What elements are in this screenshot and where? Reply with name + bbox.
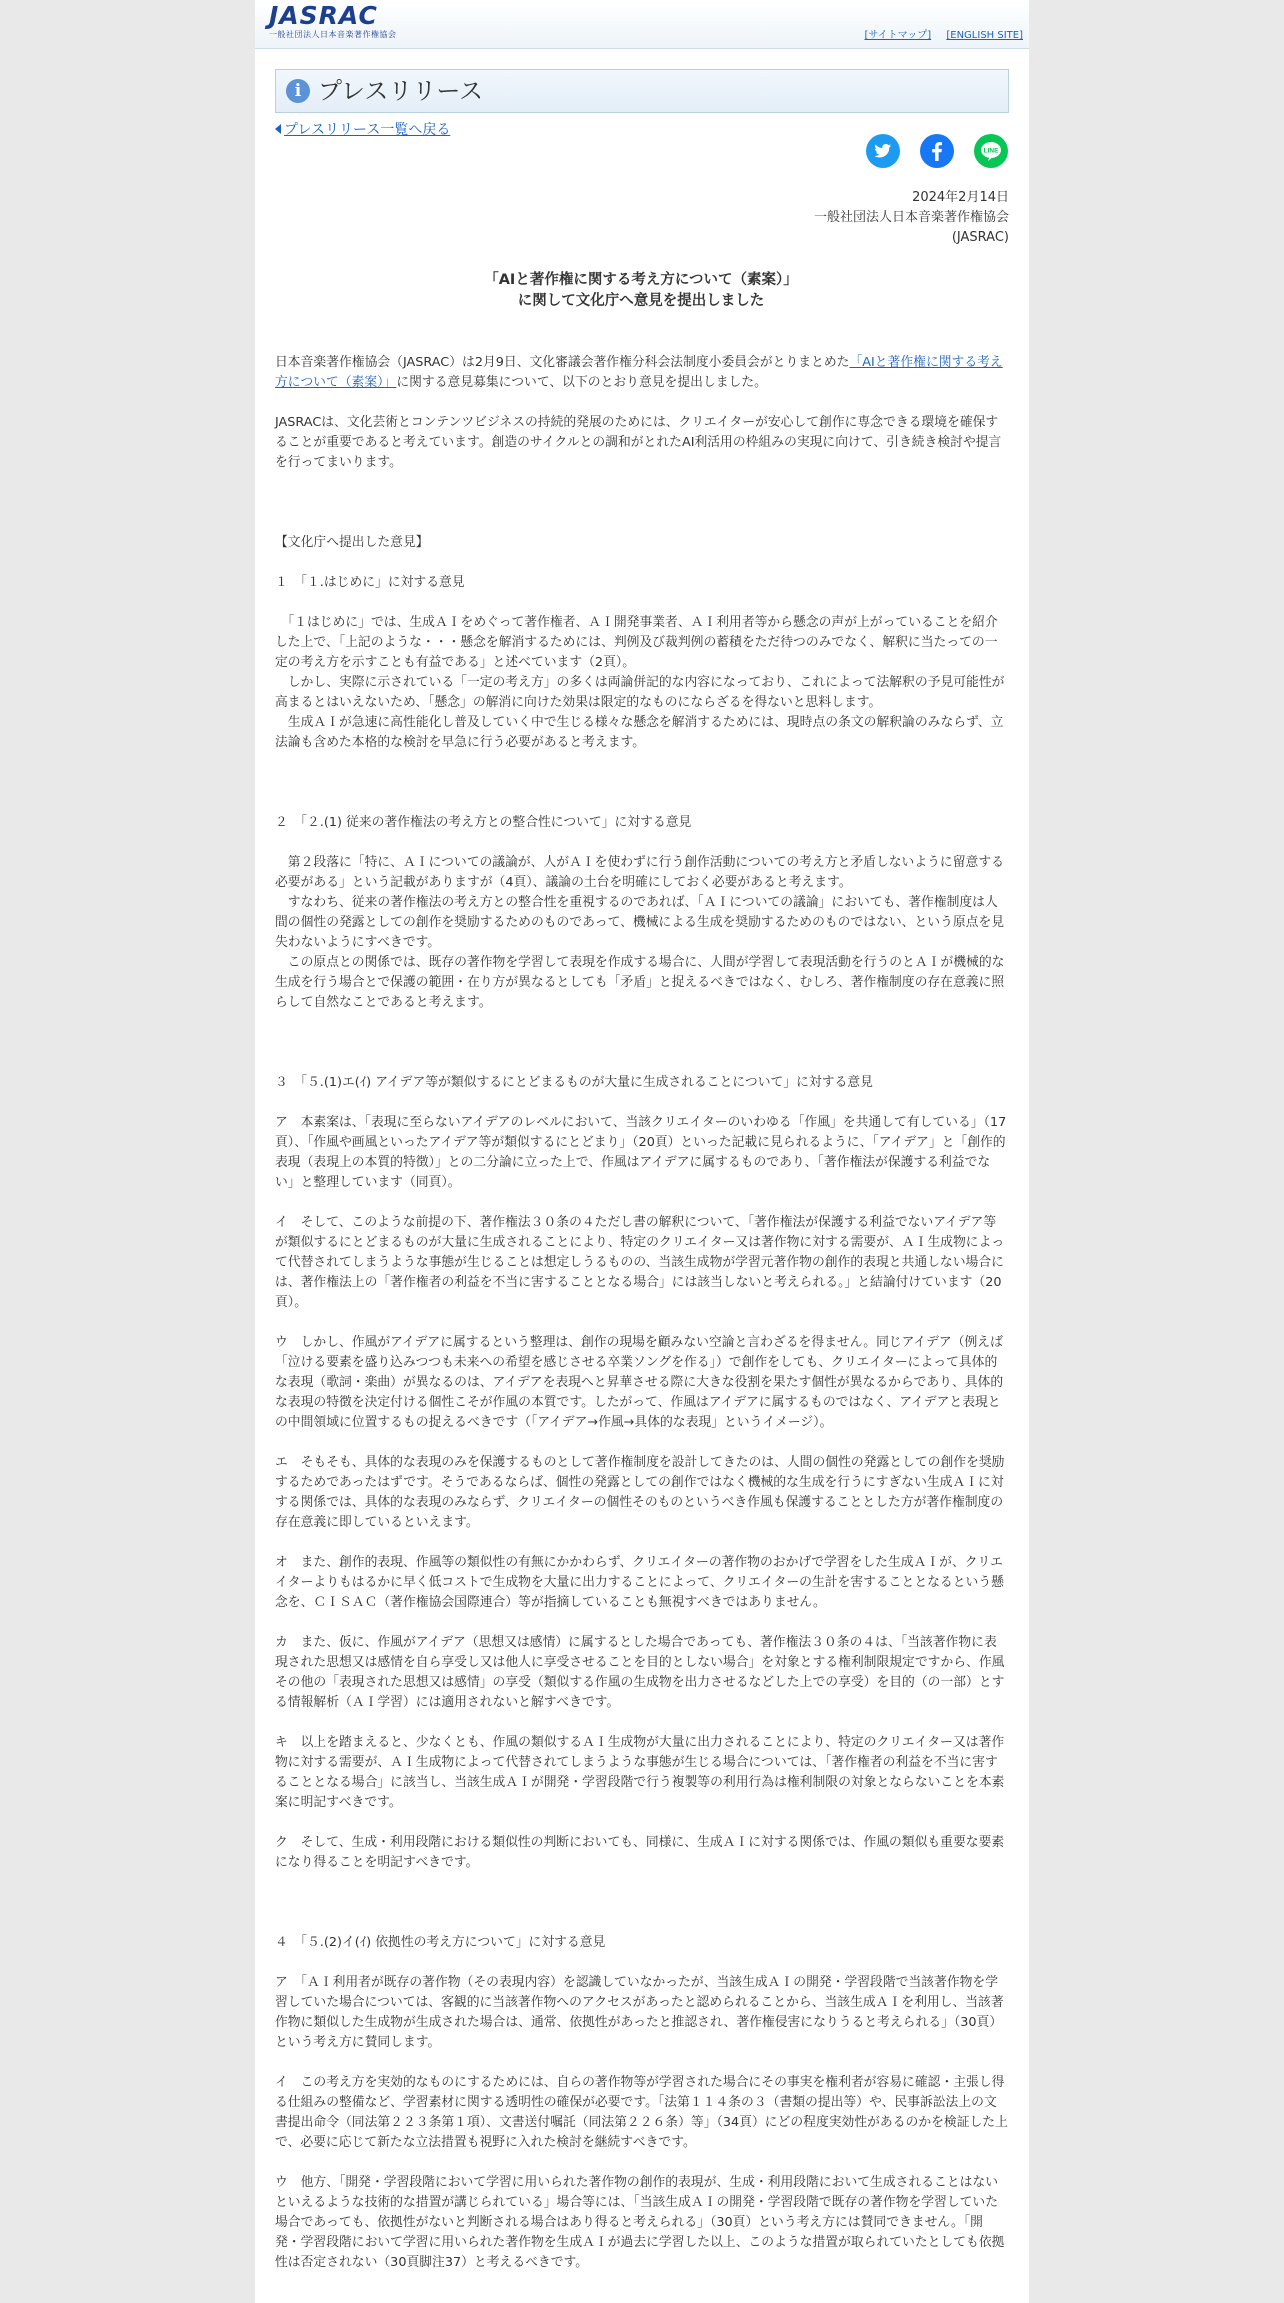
- stance-paragraph: JASRACは、文化芸術とコンテンツビジネスの持続的発展のためには、クリエイターが安心して創作に専念できる環境を確保することが重要であると考えています。創造のサイクルとの調和がとれたAI利活用の枠組みの実現に向けて、引き続き検討や提言を行ってまいります。: [275, 415, 1002, 470]
- header-links: [852, 26, 1023, 41]
- headline-line-1: 「AIと著作権に関する考え方について（素案）」: [484, 272, 798, 288]
- opinion-title: 【文化庁へ提出した意見】: [275, 535, 429, 550]
- release-headline: [275, 270, 1007, 312]
- logo-subtitle: 一般社団法人日本音楽著作権協会: [269, 30, 397, 39]
- headline-line-2: に関して文化庁へ意見を提出しました: [517, 293, 765, 309]
- release-body: [275, 353, 1008, 2273]
- section-3-item: イ そして、このような前提の下、著作権法３０条の４ただし書の解釈について、「著作権法が保護する利益でないアイデア等が類似するにとどまるものが大量に生成されることにより、特定のクリエイター又は著作物に対する需要が、ＡＩ生成物によって代替されてしまうような事態が生じることは想定しうるものの、当該生成物が学習元著作物の創作的表現と共通しない場合には、著作権法上の「著作権者の利益を不当に害することとなる場合」には該当しないと考えられる。」と結論付けています（20頁）。: [275, 1215, 1005, 1310]
- section-1-para: 生成ＡＩが急速に高性能化し普及していく中で生じる様々な懸念を解消するためには、現時点の条文の解釈論のみならず、立法論も含めた本格的な検討を早急に行う必要があると考えます。: [275, 715, 1004, 750]
- release-date: 2024年2月14日: [912, 190, 1009, 205]
- section-3-item: ウ しかし、作風がアイデアに属するという整理は、創作の現場を顧みない空論と言わざるを得ません。同じアイデア（例えば「泣ける要素を盛り込みつつも未来への希望を感じさせる卒業ソングを作る」）で創作をしても、クリエイターによって具体的な表現（歌詞・楽曲）が異なるのは、アイデアを表現へと昇華させる際に大きな役割を果たす個性が異なるからであり、具体的な表現の特徴を決定付ける個性こそが作風の本質です。したがって、作風はアイデアに属するものではなく、アイデアと表現との中間領域に位置するもの捉えるべきです（「アイデア→作風→具体的な表現」というイメージ）。: [275, 1335, 1004, 1430]
- site-header: [255, 0, 1029, 49]
- section-3-item: キ 以上を踏まえると、少なくとも、作風の類似するＡＩ生成物が大量に出力されることにより、特定のクリエイター又は著作物に対する需要が、ＡＩ生成物によって代替されてしまうような事態が生じる場合については、「著作権者の利益を不当に害することとなる場合」に該当し、当該生成ＡＩが開発・学習段階で行う複製等の利用行為は権利制限の対象とならないことを本素案に明記すべきです。: [275, 1735, 1005, 1810]
- section-2-para: 第２段落に「特に、ＡＩについての議論が、人がＡＩを使わずに行う創作活動についての考え方と矛盾しないように留意する必要がある」という記載がありますが（4頁）、議論の土台を明確にしておく必要があると考えます。: [275, 855, 1004, 890]
- section-3-item: ア 本素案は、「表現に至らないアイデアのレベルにおいて、当該クリエイターのいわゆる「作風」を共通して有している」（17頁）、「作風や画風といったアイデア等が類似するにとどまり」（20頁）といった記載に見られるように、「アイデア」と「創作的表現（表現上の本質的特徴）」との二分論に立った上で、作風はアイデアに属するものであり、「著作権法が保護する利益でない」と整理しています（同頁）。: [275, 1115, 1007, 1190]
- facebook-icon[interactable]: [920, 134, 954, 168]
- section-4-item: ウ 他方、「開発・学習段階において学習に用いられた著作物の創作的表現が、生成・利用段階において生成されることはないといえるような技術的な措置が講じられている」場合等には、「当該生成ＡＩの開発・学習段階で既存の著作物を学習していた場合であっても、依拠性がないと判断される場合はあり得ると考えられる」（30頁）という考え方には賛同できません。「開発・学習段階において学習に用いられた著作物を生成ＡＩが過去に学習した以上、このような措置が取られていたとしても依拠性は否定されない（30頁脚注37）と考えるべきです。: [275, 2175, 1005, 2270]
- section-4-heading: ４ 「５.(2)イ(ｲ) 依拠性の考え方について」に対する意見: [275, 1935, 606, 1950]
- section-1-para: しかし、実際に示されている「一定の考え方」の多くは両論併記的な内容になっており、これによって法解釈の予見可能性が高まるとはいえないため、「懸念」の解消に向けた効果は限定的なものにならざるを得ないと思料します。: [275, 675, 1005, 710]
- release-org-abbr: (JASRAC): [951, 230, 1009, 245]
- section-4-item: イ この考え方を実効的なものにするためには、自らの著作物等が学習された場合にその事実を権利者が容易に確認・主張し得る仕組みの整備など、学習素材に関する透明性の確保が必要です。「法第１１４条の３（書類の提出等）や、民事訴訟法上の文書提出命令（同法第２２３条第１項）、文書送付嘱託（同法第２２６条）等」（34頁）にどの程度実効性があるのかを検証した上で、必要に応じて新たな立法措置も視野に入れた検討を継続すべきです。: [275, 2075, 1008, 2150]
- sitemap-link[interactable]: [サイトマップ]: [864, 30, 932, 41]
- english-site-link[interactable]: [ENGLISH SITE]: [946, 30, 1023, 41]
- page-title: プレスリリース: [318, 77, 484, 105]
- release-org: 一般社団法人日本音楽著作権協会: [813, 210, 1009, 225]
- section-2-para: この原点との関係では、既存の著作物を学習して表現を作成する場合に、人間が学習して表現活動を行うのとＡＩが機械的な生成を行う場合とで保護の範囲・在り方が異なるとしても「矛盾」と捉えるべきではなく、むしろ、著作権制度の存在意義に照らして自然なことであると考えます。: [275, 955, 1005, 1010]
- page-title-bar: [275, 69, 1009, 113]
- section-3-item: エ そもそも、具体的な表現のみを保護するものとして著作権制度を設計してきたのは、人間の個性の発露としての創作を奨励するためであったはずです。そうであるならば、個性の発露としての創作ではなく機械的な生成を行うにすぎない生成ＡＩに対する関係では、具体的な表現のみならず、クリエイターの個性そのものというべき作風も保護することとした方が著作権制度の存在意義に即しているといえます。: [275, 1455, 1005, 1530]
- section-1-para: 「１はじめに」では、生成ＡＩをめぐって著作権者、ＡＩ開発事業者、ＡＩ利用者等から懸念の声が上がっていることを紹介した上で、「上記のような・・・懸念を解消するためには、判例及び裁判例の蓄積をただ待つのみでなく、解釈に当たっての一定の考え方を示すことも有益である」と述べています（2頁）。: [275, 615, 998, 670]
- intro-paragraph: [275, 353, 1008, 393]
- intro-text: 日本音楽著作権協会（JASRAC）は2月9日、文化審議会著作権分科会法制度小委員会がとりまとめた: [275, 355, 850, 370]
- back-to-list-link[interactable]: [275, 119, 450, 139]
- twitter-icon[interactable]: [866, 134, 900, 168]
- page: [255, 0, 1029, 2303]
- section-1-heading: １ 「１.はじめに」に対する意見: [275, 575, 465, 590]
- info-icon: i: [286, 79, 310, 103]
- section-2-para: すなわち、従来の著作権法の考え方との整合性を重視するのであれば、「ＡＩについての議論」においても、著作権制度は人間の個性の発露としての創作を奨励するためのものであって、機械による生成を奨励するためのものではない、という原点を見失わないようにすべきです。: [275, 895, 1005, 950]
- section-3-item: カ また、仮に、作風がアイデア（思想又は感情）に属するとした場合であっても、著作権法３０条の４は、「当該著作物に表現された思想又は感情を自ら享受し又は他人に享受させることを目的としない場合」を対象とする権利制限規定ですから、作風その他の「表現された思想又は感情」の享受（類似する作風の生成物を出力させるなどした上での享受）を目的（の一部）とする情報解析（ＡＩ学習）には適用されないと解すべきです。: [275, 1635, 1005, 1710]
- logo-wordmark: JASRAC: [269, 1, 378, 30]
- section-4-item: ア 「ＡＩ利用者が既存の著作物（その表現内容）を認識していなかったが、当該生成ＡＩの開発・学習段階で当該著作物を学習していた場合については、客観的に当該著作物へのアクセスがあったと認められることから、当該生成ＡＩを利用し、当該著作物に類似した生成物が生成された場合は、通常、依拠性があったと推認され、著作権侵害になりうると考えられる」（30頁）という考え方に賛同します。: [275, 1975, 1004, 2050]
- draft-link[interactable]: 「AIと著作権に関する考え方について（素案）」: [275, 355, 1003, 390]
- release-meta: [814, 188, 1009, 248]
- section-2-heading: ２ 「２.(1) 従来の著作権法の考え方との整合性について」に対する意見: [275, 815, 692, 830]
- section-3-heading: ３ 「５.(1)エ(ｲ) アイデア等が類似するにとどまるものが大量に生成されることについて」に対する意見: [275, 1075, 873, 1090]
- section-3-item: ク そして、生成・利用段階における類似性の判断においても、同様に、生成ＡＩに対する関係では、作風の類似も重要な要素になり得ることを明記すべきです。: [275, 1835, 1005, 1870]
- intro-text-end: に関する意見募集について、以下のとおり意見を提出しました。: [396, 375, 767, 390]
- line-icon[interactable]: [974, 134, 1008, 168]
- back-link-label: プレスリリース一覧へ戻る: [284, 122, 451, 138]
- jasrac-logo[interactable]: [269, 3, 397, 40]
- back-arrow-icon: [275, 124, 281, 134]
- section-3-item: オ また、創作的表現、作風等の類似性の有無にかかわらず、クリエイターの著作物のおかげで学習をした生成ＡＩが、クリエイターよりもはるかに早く低コストで生成物を大量に出力することによって、クリエイターの生計を害することとなるという懸念を、ＣＩＳＡＣ（著作権協会国際連合）等が指摘していることも無視すべきではありません。: [275, 1555, 1004, 1610]
- line-icon-label: LINE: [983, 147, 999, 155]
